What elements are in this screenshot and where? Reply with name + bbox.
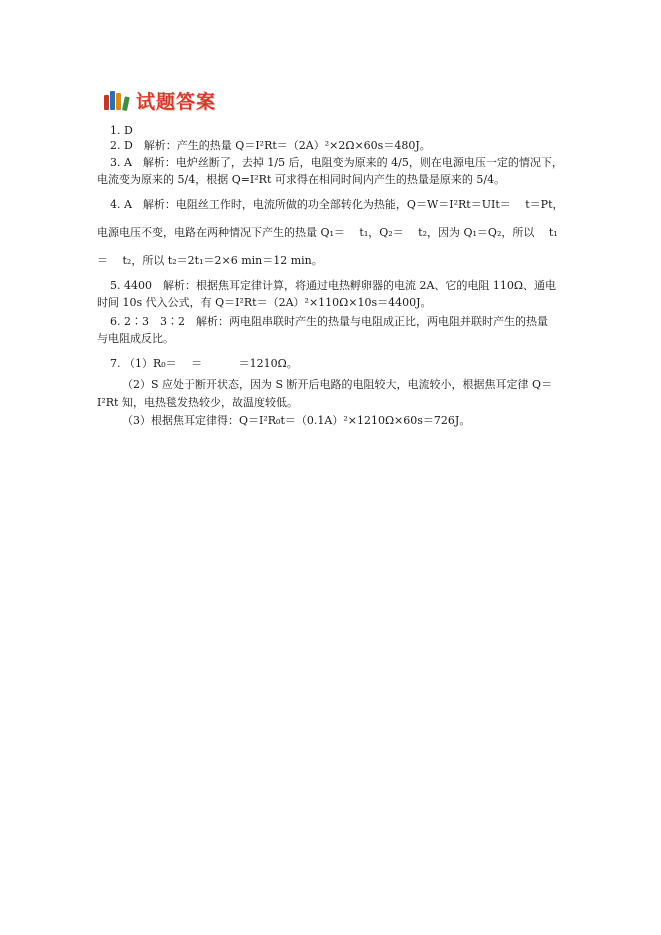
answer-6-line-1: 6. 2∶3 3∶2 解析：两电阻串联时产生的热量与电阻成正比，两电阻并联时产生的热量 [110, 315, 548, 328]
answer-4-line-3: ＝ t₂，所以 t₂＝2t₁＝2×6 min＝12 min。 [97, 254, 323, 267]
answer-3-line-1: 3. A 解析：电炉丝断了，去掉 1/5 后，电阻变为原来的 4/5，则在电源电压一定的情况下， [110, 156, 563, 169]
answer-7-part-3: （3）根据焦耳定律得：Q＝I²R₀t＝（0.1A）²×1210Ω×60s＝726J。 [122, 414, 471, 427]
books-icon [104, 90, 130, 110]
answer-7-part-1: 7. （1）R₀＝ ＝ ＝1210Ω。 [110, 357, 298, 370]
answer-4-line-1: 4. A 解析：电阻丝工作时，电流所做的功全部转化为热能，Q＝W＝I²Rt＝UIt＝ t＝Pt， [110, 198, 564, 211]
answer-5-line-2: 时间 10s 代入公式，有 Q＝I²Rt＝（2A）²×110Ω×10s＝4400J。 [97, 296, 432, 309]
answer-6-line-2: 与电阻成反比。 [97, 332, 174, 345]
answer-4-line-2: 电源电压不变，电路在两种情况下产生的热量 Q₁＝ t₁，Q₂＝ t₂，因为 Q₁＝Q₂，所以 t₁ [97, 226, 558, 239]
answer-7-part-2-line-2: I²Rt 知，电热毯发热较少，故温度较低。 [97, 396, 298, 409]
answer-2: 2. D 解析：产生的热量 Q＝I²Rt＝（2A）²×2Ω×60s＝480J。 [110, 139, 431, 152]
section-title: 试题答案 [136, 90, 217, 113]
answer-7-part-2-line-1: （2）S 应处于断开状态，因为 S 断开后电路的电阻较大，电流较小，根据焦耳定律 Q＝ [122, 378, 553, 391]
section-header [104, 88, 216, 112]
answer-1: 1. D [110, 124, 133, 137]
answer-3-line-2: 电流变为原来的 5/4，根据 Q=I²Rt 可求得在相同时间内产生的热量是原来的 5/4。 [97, 173, 506, 186]
answer-5-line-1: 5. 4400 解析：根据焦耳定律计算，将通过电热孵卵器的电流 2A、它的电阻 110Ω、通电 [110, 279, 557, 292]
